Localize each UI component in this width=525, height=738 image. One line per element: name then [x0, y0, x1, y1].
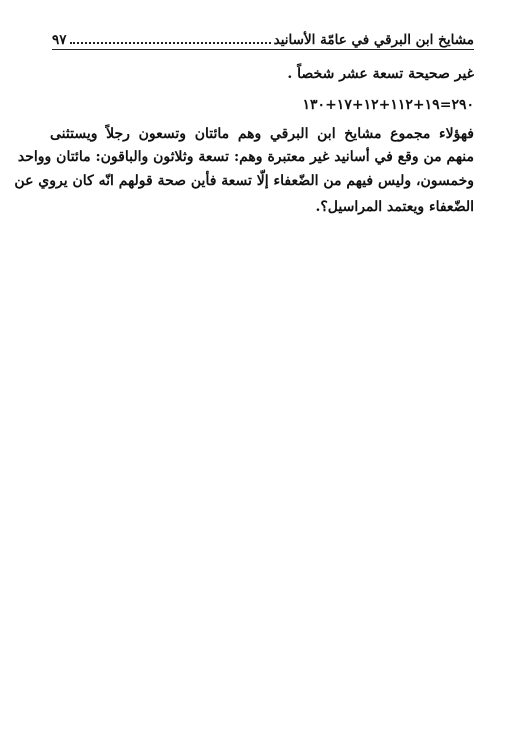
header-leader-dots: [70, 42, 271, 44]
body-line-5: وخمسون، وليس فيهم من الضّعفاء إلّا تسعة فأين صحة قولهم انّه كان يروي عن: [14, 173, 474, 189]
body-line-4: منهم من وقع في أسانيد غير معتبرة وهم: تسعة وثلاثون والباقون: مائتان وواحد: [17, 149, 474, 165]
header-rule: [52, 49, 474, 50]
body-line-6: الضّعفاء ويعتمد المراسيل؟.: [315, 199, 474, 215]
body-line-3: فهؤلاء مجموع مشايخ ابن البرقي وهم مائتان وتسعون رجلاً ويستثنى: [50, 126, 474, 142]
equation-line: ٢٩٠=١٩+١١٢+١٢+١٧+١٣٠: [302, 97, 474, 113]
header-title: مشايخ ابن البرقي في عامّة الأسانيد: [273, 32, 474, 48]
page-number: ٩٧: [52, 32, 67, 48]
running-header: [52, 26, 474, 48]
body-line-1: غير صحيحة تسعة عشر شخصاً .: [287, 66, 474, 82]
